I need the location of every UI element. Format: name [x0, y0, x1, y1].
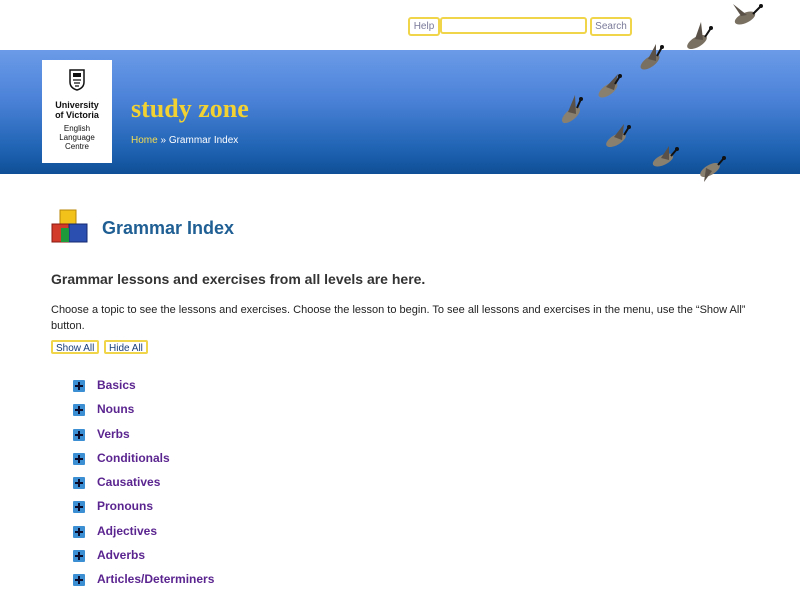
- list-item: [73, 427, 473, 451]
- logo-text-victoria: of Victoria: [55, 110, 99, 120]
- header-banner: [0, 50, 800, 174]
- breadcrumb-home-link[interactable]: Home: [131, 135, 158, 146]
- description-text: Choose a topic to see the lessons and exercises. Choose the lesson to begin. To see all lessons and exercises in the menu, use the “Show All” button.: [51, 304, 746, 332]
- list-item: [73, 402, 473, 426]
- expand-plus-icon[interactable]: [73, 477, 85, 489]
- topic-link-basics[interactable]: Basics: [97, 378, 136, 392]
- lead-text: Grammar lessons and exercises from all levels are here.: [51, 271, 426, 287]
- list-item: [73, 451, 473, 475]
- expand-plus-icon[interactable]: [73, 453, 85, 465]
- hide-all-button[interactable]: Hide All: [104, 340, 148, 354]
- top-bar: [0, 0, 800, 50]
- blocks-icon: [50, 208, 90, 244]
- breadcrumb-current: Grammar Index: [168, 135, 239, 146]
- topic-link-adjectives[interactable]: Adjectives: [97, 523, 158, 538]
- expand-plus-icon[interactable]: [73, 526, 85, 538]
- logo-text-language: Language: [59, 133, 95, 142]
- page-title: Grammar Index: [102, 218, 235, 238]
- topic-link-conditionals[interactable]: Conditionals: [97, 450, 170, 465]
- search-button[interactable]: Search: [590, 17, 632, 36]
- site-title: study zone: [131, 94, 249, 123]
- logo-text-centre: Centre: [64, 142, 89, 151]
- shield-icon: [69, 69, 85, 91]
- expand-plus-icon[interactable]: [73, 404, 85, 416]
- breadcrumb-separator: »: [160, 135, 167, 146]
- topic-link-articles-determiners[interactable]: Articles/Determiners: [97, 572, 215, 587]
- search-input[interactable]: [440, 17, 587, 34]
- topic-link-adverbs[interactable]: Adverbs: [97, 548, 146, 563]
- list-item: [73, 524, 473, 548]
- logo-text-university: University: [55, 100, 99, 110]
- expand-plus-icon[interactable]: [73, 501, 85, 513]
- show-all-button[interactable]: Show All: [51, 340, 99, 354]
- topic-link-causatives[interactable]: Causatives: [97, 475, 161, 490]
- help-button[interactable]: Help: [408, 17, 440, 36]
- uvic-logo[interactable]: [42, 60, 112, 163]
- topic-list: [73, 378, 473, 597]
- list-item: [73, 475, 473, 499]
- logo-text-english: English: [63, 124, 91, 133]
- list-item: [73, 572, 473, 596]
- topic-link-nouns[interactable]: Nouns: [97, 402, 135, 417]
- expand-plus-icon[interactable]: [73, 574, 85, 586]
- topic-link-verbs[interactable]: Verbs: [97, 426, 130, 441]
- expand-plus-icon[interactable]: [73, 429, 85, 441]
- list-item: [73, 499, 473, 523]
- expand-plus-icon[interactable]: [73, 380, 85, 392]
- list-item: [73, 378, 473, 402]
- list-item: [73, 548, 473, 572]
- expand-plus-icon[interactable]: [73, 550, 85, 562]
- topic-link-pronouns[interactable]: Pronouns: [97, 499, 153, 514]
- breadcrumb: [131, 135, 238, 146]
